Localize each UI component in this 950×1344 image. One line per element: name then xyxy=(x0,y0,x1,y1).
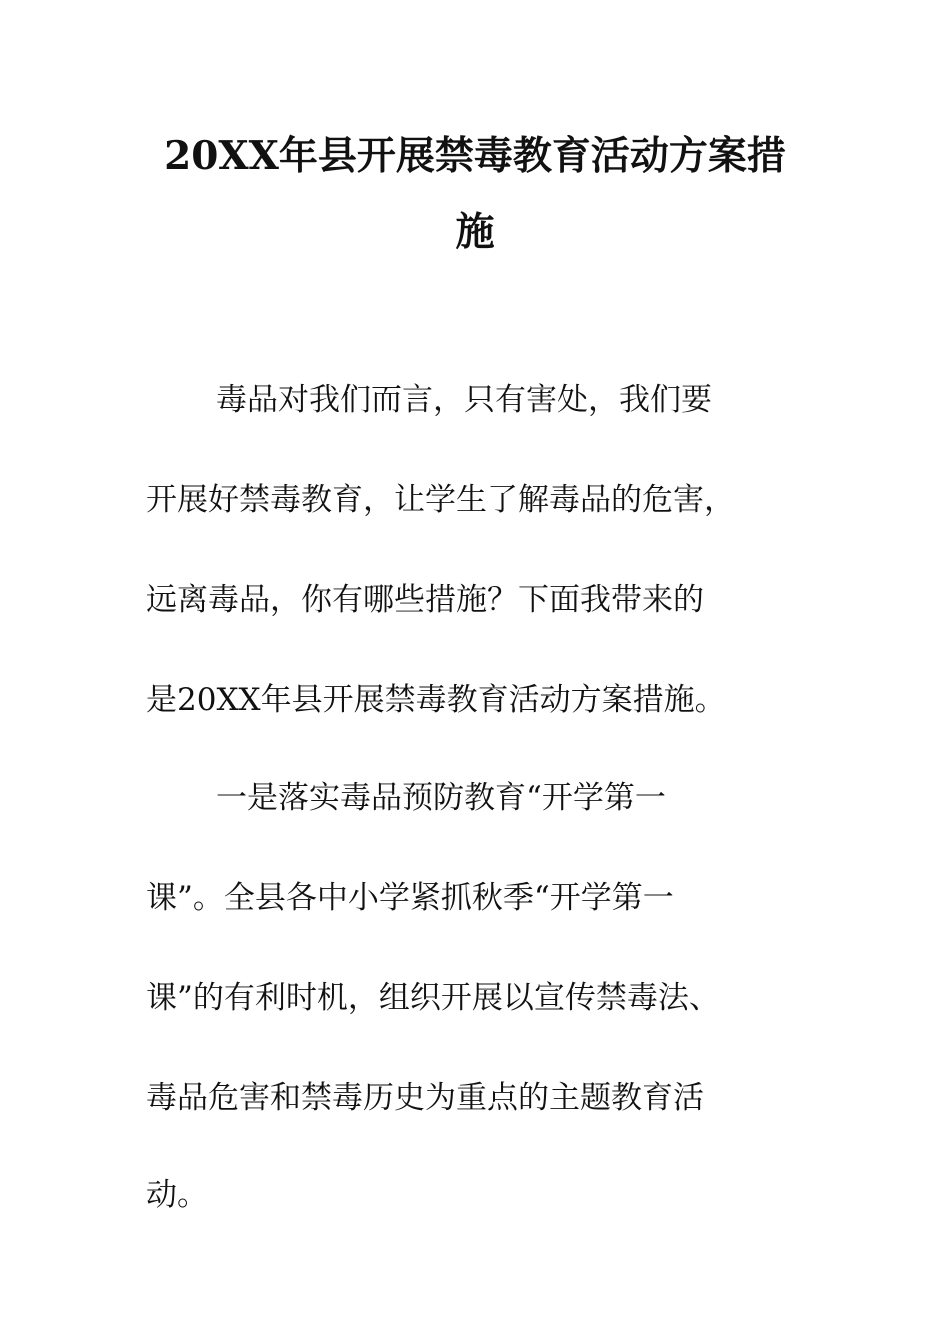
title-line: 20XX年县开展禁毒教育活动方案措 xyxy=(164,133,786,179)
title-line: 施 xyxy=(455,209,495,255)
paragraph-line: 毒品对我们而言，只有害处，我们要 xyxy=(216,382,712,418)
paragraph-line: 课”。全县各中小学紧抓秋季“开学第一 xyxy=(146,880,674,916)
paragraph-line: 课”的有利时机，组织开展以宣传禁毒法、 xyxy=(146,980,720,1016)
paragraph-line: 远离毒品，你有哪些措施？下面我带来的 xyxy=(146,582,704,618)
paragraph-line: 是20XX年县开展禁毒教育活动方案措施。 xyxy=(146,682,726,718)
paragraph-line: 毒品危害和禁毒历史为重点的主题教育活 xyxy=(146,1080,704,1116)
document-title xyxy=(130,118,820,270)
paragraph-line: 一是落实毒品预防教育“开学第一 xyxy=(216,780,666,816)
paragraph-line: 开展好禁毒教育，让学生了解毒品的危害， xyxy=(146,482,735,518)
paragraph-line: 动。 xyxy=(146,1177,208,1213)
